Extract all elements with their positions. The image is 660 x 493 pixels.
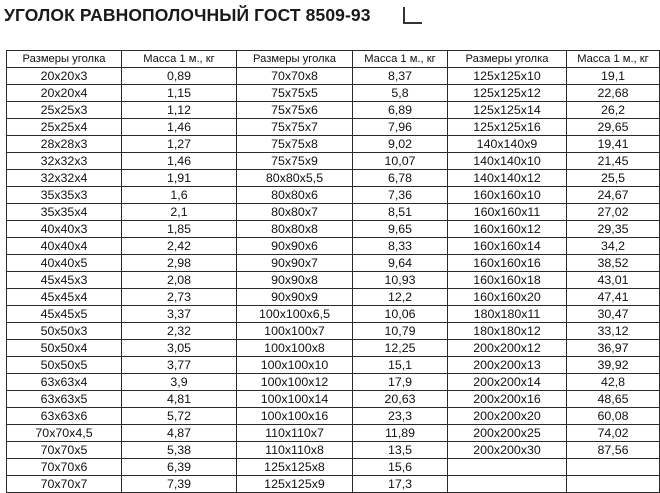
mass-cell: 5,8 bbox=[353, 85, 448, 102]
size-cell: 110x110x8 bbox=[237, 442, 353, 459]
mass-cell: 23,3 bbox=[353, 408, 448, 425]
header-mass: Масса 1 м., кг bbox=[567, 51, 660, 68]
table-row bbox=[7, 102, 660, 119]
size-cell: 160x160x12 bbox=[448, 221, 567, 238]
table-row bbox=[7, 391, 660, 408]
mass-cell: 48,65 bbox=[567, 391, 660, 408]
table-row bbox=[7, 374, 660, 391]
size-cell bbox=[448, 476, 567, 493]
size-cell: 75x75x6 bbox=[237, 102, 353, 119]
size-cell: 200x200x20 bbox=[448, 408, 567, 425]
size-cell: 45x45x4 bbox=[7, 289, 122, 306]
table-row bbox=[7, 272, 660, 289]
mass-cell: 26,2 bbox=[567, 102, 660, 119]
mass-cell: 6,89 bbox=[353, 102, 448, 119]
mass-cell: 2,42 bbox=[122, 238, 237, 255]
size-cell: 160x160x16 bbox=[448, 255, 567, 272]
table-row bbox=[7, 340, 660, 357]
mass-cell: 22,68 bbox=[567, 85, 660, 102]
mass-cell bbox=[567, 459, 660, 476]
mass-cell: 5,38 bbox=[122, 442, 237, 459]
table-row bbox=[7, 153, 660, 170]
mass-cell: 30,47 bbox=[567, 306, 660, 323]
mass-cell: 47,41 bbox=[567, 289, 660, 306]
table-row bbox=[7, 459, 660, 476]
size-cell: 160x160x10 bbox=[448, 187, 567, 204]
size-cell: 63x63x4 bbox=[7, 374, 122, 391]
size-cell: 75x75x8 bbox=[237, 136, 353, 153]
mass-cell: 2,08 bbox=[122, 272, 237, 289]
size-cell: 80x80x7 bbox=[237, 204, 353, 221]
table-row bbox=[7, 255, 660, 272]
mass-cell: 43,01 bbox=[567, 272, 660, 289]
mass-cell: 7,36 bbox=[353, 187, 448, 204]
size-cell: 160x160x18 bbox=[448, 272, 567, 289]
mass-cell: 3,9 bbox=[122, 374, 237, 391]
mass-cell: 2,98 bbox=[122, 255, 237, 272]
table-row bbox=[7, 476, 660, 493]
size-cell: 140x140x12 bbox=[448, 170, 567, 187]
mass-cell: 1,85 bbox=[122, 221, 237, 238]
size-cell: 140x140x10 bbox=[448, 153, 567, 170]
size-cell: 32x32x3 bbox=[7, 153, 122, 170]
size-cell: 125x125x12 bbox=[448, 85, 567, 102]
mass-cell: 39,92 bbox=[567, 357, 660, 374]
table-row bbox=[7, 136, 660, 153]
size-cell: 180x180x12 bbox=[448, 323, 567, 340]
size-cell: 200x200x14 bbox=[448, 374, 567, 391]
mass-cell: 7,39 bbox=[122, 476, 237, 493]
mass-cell: 3,77 bbox=[122, 357, 237, 374]
size-cell: 200x200x12 bbox=[448, 340, 567, 357]
mass-cell: 12,25 bbox=[353, 340, 448, 357]
size-cell: 100x100x7 bbox=[237, 323, 353, 340]
mass-cell: 8,37 bbox=[353, 68, 448, 85]
table-row bbox=[7, 442, 660, 459]
size-cell: 32x32x4 bbox=[7, 170, 122, 187]
size-cell: 25x25x3 bbox=[7, 102, 122, 119]
table-row bbox=[7, 170, 660, 187]
size-cell: 25x25x4 bbox=[7, 119, 122, 136]
size-cell: 20x20x3 bbox=[7, 68, 122, 85]
mass-cell: 24,67 bbox=[567, 187, 660, 204]
mass-cell: 6,78 bbox=[353, 170, 448, 187]
mass-cell: 13,5 bbox=[353, 442, 448, 459]
mass-cell: 42,8 bbox=[567, 374, 660, 391]
mass-cell: 2,1 bbox=[122, 204, 237, 221]
mass-cell: 33,12 bbox=[567, 323, 660, 340]
mass-cell: 11,89 bbox=[353, 425, 448, 442]
size-cell: 180x180x11 bbox=[448, 306, 567, 323]
mass-cell: 34,2 bbox=[567, 238, 660, 255]
mass-cell: 29,35 bbox=[567, 221, 660, 238]
mass-cell: 19,1 bbox=[567, 68, 660, 85]
header-mass: Масса 1 м., кг bbox=[353, 51, 448, 68]
table-row bbox=[7, 238, 660, 255]
table-row bbox=[7, 187, 660, 204]
mass-cell: 1,12 bbox=[122, 102, 237, 119]
mass-cell: 1,6 bbox=[122, 187, 237, 204]
table-row bbox=[7, 204, 660, 221]
table-row bbox=[7, 425, 660, 442]
size-cell: 140x140x9 bbox=[448, 136, 567, 153]
size-cell: 28x28x3 bbox=[7, 136, 122, 153]
table-row bbox=[7, 306, 660, 323]
mass-cell: 10,79 bbox=[353, 323, 448, 340]
size-cell: 50x50x3 bbox=[7, 323, 122, 340]
size-cell: 160x160x14 bbox=[448, 238, 567, 255]
size-cell: 90x90x7 bbox=[237, 255, 353, 272]
mass-cell: 74,02 bbox=[567, 425, 660, 442]
mass-cell: 8,51 bbox=[353, 204, 448, 221]
size-cell: 110x110x7 bbox=[237, 425, 353, 442]
size-cell: 90x90x6 bbox=[237, 238, 353, 255]
mass-cell: 0,89 bbox=[122, 68, 237, 85]
mass-cell: 38,52 bbox=[567, 255, 660, 272]
mass-cell: 1,46 bbox=[122, 119, 237, 136]
mass-cell: 4,87 bbox=[122, 425, 237, 442]
size-cell: 80x80x8 bbox=[237, 221, 353, 238]
mass-cell: 10,93 bbox=[353, 272, 448, 289]
table-row bbox=[7, 323, 660, 340]
table-row bbox=[7, 68, 660, 85]
size-cell: 40x40x5 bbox=[7, 255, 122, 272]
mass-cell: 7,96 bbox=[353, 119, 448, 136]
size-cell: 70x70x5 bbox=[7, 442, 122, 459]
mass-cell: 19,41 bbox=[567, 136, 660, 153]
mass-cell: 10,07 bbox=[353, 153, 448, 170]
size-cell: 70x70x8 bbox=[237, 68, 353, 85]
mass-cell: 20,63 bbox=[353, 391, 448, 408]
size-cell: 70x70x4,5 bbox=[7, 425, 122, 442]
size-cell: 160x160x20 bbox=[448, 289, 567, 306]
angle-profile-icon bbox=[403, 7, 422, 24]
size-cell: 160x160x11 bbox=[448, 204, 567, 221]
mass-cell: 2,73 bbox=[122, 289, 237, 306]
mass-cell: 12,2 bbox=[353, 289, 448, 306]
mass-cell: 27,02 bbox=[567, 204, 660, 221]
header-size: Размеры уголка bbox=[7, 51, 122, 68]
mass-cell: 10,06 bbox=[353, 306, 448, 323]
mass-cell: 29,65 bbox=[567, 119, 660, 136]
mass-cell: 1,46 bbox=[122, 153, 237, 170]
mass-cell: 36,97 bbox=[567, 340, 660, 357]
header-size: Размеры уголка bbox=[448, 51, 567, 68]
size-cell: 125x125x8 bbox=[237, 459, 353, 476]
size-cell: 100x100x14 bbox=[237, 391, 353, 408]
size-cell: 70x70x6 bbox=[7, 459, 122, 476]
mass-cell: 87,56 bbox=[567, 442, 660, 459]
mass-cell: 1,27 bbox=[122, 136, 237, 153]
table-row bbox=[7, 289, 660, 306]
size-cell: 100x100x10 bbox=[237, 357, 353, 374]
size-cell: 125x125x16 bbox=[448, 119, 567, 136]
size-cell: 200x200x16 bbox=[448, 391, 567, 408]
table-row bbox=[7, 85, 660, 102]
page-title: УГОЛОК РАВНОПОЛОЧНЫЙ ГОСТ 8509-93 bbox=[4, 5, 371, 25]
size-cell: 80x80x6 bbox=[237, 187, 353, 204]
mass-cell: 60,08 bbox=[567, 408, 660, 425]
mass-cell: 9,65 bbox=[353, 221, 448, 238]
table-row bbox=[7, 221, 660, 238]
size-cell: 75x75x9 bbox=[237, 153, 353, 170]
mass-cell: 15,1 bbox=[353, 357, 448, 374]
header-size: Размеры уголка bbox=[237, 51, 353, 68]
size-cell: 50x50x4 bbox=[7, 340, 122, 357]
size-cell: 100x100x6,5 bbox=[237, 306, 353, 323]
size-cell: 35x35x3 bbox=[7, 187, 122, 204]
mass-cell: 3,37 bbox=[122, 306, 237, 323]
table-row bbox=[7, 119, 660, 136]
mass-cell: 1,91 bbox=[122, 170, 237, 187]
size-cell: 100x100x16 bbox=[237, 408, 353, 425]
table-header-row bbox=[7, 51, 660, 68]
table-row bbox=[7, 357, 660, 374]
size-cell: 90x90x8 bbox=[237, 272, 353, 289]
mass-cell: 3,05 bbox=[122, 340, 237, 357]
mass-cell: 1,15 bbox=[122, 85, 237, 102]
mass-cell: 9,64 bbox=[353, 255, 448, 272]
size-cell: 125x125x10 bbox=[448, 68, 567, 85]
size-cell: 63x63x6 bbox=[7, 408, 122, 425]
size-cell: 200x200x13 bbox=[448, 357, 567, 374]
mass-cell: 4,81 bbox=[122, 391, 237, 408]
mass-cell: 9,02 bbox=[353, 136, 448, 153]
mass-cell: 2,32 bbox=[122, 323, 237, 340]
table-row bbox=[7, 408, 660, 425]
size-cell: 200x200x25 bbox=[448, 425, 567, 442]
size-cell: 100x100x8 bbox=[237, 340, 353, 357]
size-cell: 70x70x7 bbox=[7, 476, 122, 493]
size-cell: 200x200x30 bbox=[448, 442, 567, 459]
header-mass: Масса 1 м., кг bbox=[122, 51, 237, 68]
size-cell: 40x40x3 bbox=[7, 221, 122, 238]
size-cell: 63x63x5 bbox=[7, 391, 122, 408]
mass-cell: 17,3 bbox=[353, 476, 448, 493]
mass-cell: 5,72 bbox=[122, 408, 237, 425]
size-cell: 100x100x12 bbox=[237, 374, 353, 391]
angle-table bbox=[6, 50, 660, 493]
size-cell: 35x35x4 bbox=[7, 204, 122, 221]
mass-cell: 6,39 bbox=[122, 459, 237, 476]
size-cell: 40x40x4 bbox=[7, 238, 122, 255]
size-cell: 125x125x14 bbox=[448, 102, 567, 119]
size-cell: 75x75x5 bbox=[237, 85, 353, 102]
size-cell: 90x90x9 bbox=[237, 289, 353, 306]
size-cell: 80x80x5,5 bbox=[237, 170, 353, 187]
size-cell: 20x20x4 bbox=[7, 85, 122, 102]
mass-cell bbox=[567, 476, 660, 493]
mass-cell: 21,45 bbox=[567, 153, 660, 170]
mass-cell: 25,5 bbox=[567, 170, 660, 187]
mass-cell: 17,9 bbox=[353, 374, 448, 391]
size-cell: 125x125x9 bbox=[237, 476, 353, 493]
size-cell bbox=[448, 459, 567, 476]
mass-cell: 8,33 bbox=[353, 238, 448, 255]
size-cell: 45x45x3 bbox=[7, 272, 122, 289]
size-cell: 75x75x7 bbox=[237, 119, 353, 136]
mass-cell: 15,6 bbox=[353, 459, 448, 476]
size-cell: 45x45x5 bbox=[7, 306, 122, 323]
size-cell: 50x50x5 bbox=[7, 357, 122, 374]
